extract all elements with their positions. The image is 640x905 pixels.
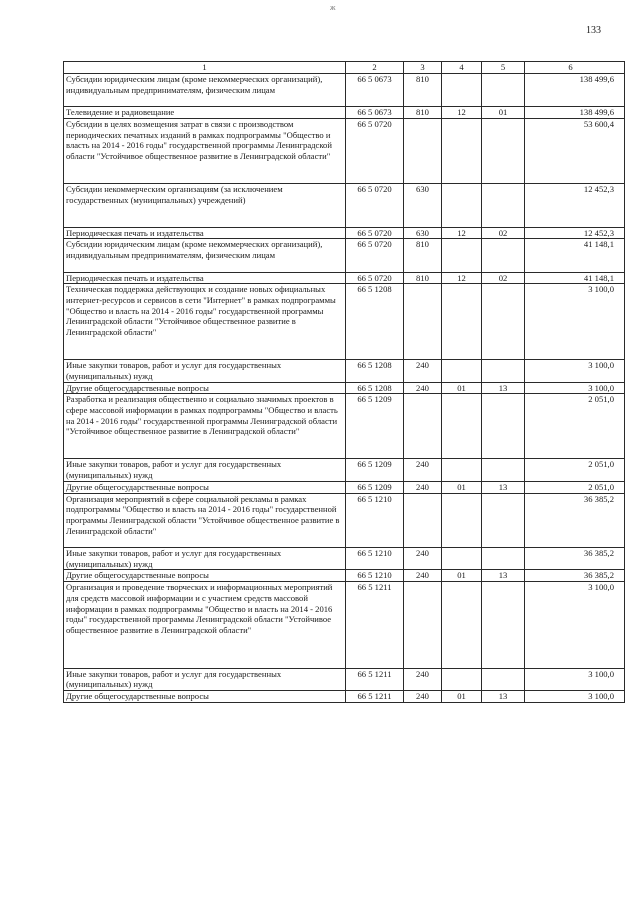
row-section-cell: 01: [442, 570, 482, 582]
table-header: [64, 62, 625, 74]
table-row: [64, 548, 625, 570]
row-section-cell: 01: [442, 382, 482, 394]
row-name-cell: Другие общегосударственные вопросы: [64, 691, 346, 703]
row-code-cell: 66 5 0720: [346, 118, 404, 183]
page-number: 133: [586, 25, 601, 36]
row-name-cell: Субсидии юридическим лицам (кроме некоммерческих организаций), индивидуальным предпринимателям, физическим лицам: [64, 74, 346, 107]
row-name-cell: Субсидии юридическим лицам (кроме некоммерческих организаций), индивидуальным предпринимателям, физическим лицам: [64, 239, 346, 272]
row-name-cell: Организация и проведение творческих и информационных мероприятий для средств массовой информации и с участием средств массовой информации в рамках подпрограммы "Общество и власть на 2014 - 2016 годы" государственной программы Ленинградской области "Устойчивое общественное развитие в Ленинградской области": [64, 582, 346, 669]
row-subsection-cell: 13: [482, 570, 525, 582]
row-amount-cell: 41 148,1: [525, 239, 625, 272]
table-row: [64, 107, 625, 119]
row-subsection-cell: 02: [482, 272, 525, 284]
row-subsection-cell: 13: [482, 691, 525, 703]
row-code-cell: 66 5 0720: [346, 183, 404, 227]
row-code-cell: 66 5 1209: [346, 459, 404, 481]
row-amount-cell: 36 385,2: [525, 570, 625, 582]
row-section-cell: 01: [442, 481, 482, 493]
table-row: [64, 570, 625, 582]
row-expense-type-cell: 630: [404, 183, 442, 227]
row-name-cell: Субсидии в целях возмещения затрат в связи с производством периодических печатных изданий в рамках подпрограммы "Общество и власть на 2014 - 2016 годы" государственной программы Ленинградской области "Устойчивое общественное развитие в Ленинградской области": [64, 118, 346, 183]
row-section-cell: [442, 548, 482, 570]
row-name-cell: Иные закупки товаров, работ и услуг для государственных (муниципальных) нужд: [64, 459, 346, 481]
row-name-cell: Другие общегосударственные вопросы: [64, 481, 346, 493]
row-code-cell: 66 5 1210: [346, 493, 404, 548]
table-row: [64, 382, 625, 394]
table-row: [64, 481, 625, 493]
row-expense-type-cell: [404, 284, 442, 360]
row-expense-type-cell: 810: [404, 107, 442, 119]
row-subsection-cell: [482, 668, 525, 690]
row-code-cell: 66 5 1211: [346, 691, 404, 703]
header-col-4: 4: [442, 62, 482, 74]
row-amount-cell: 41 148,1: [525, 272, 625, 284]
row-subsection-cell: [482, 459, 525, 481]
table-row: [64, 360, 625, 382]
row-code-cell: 66 5 0720: [346, 272, 404, 284]
row-section-cell: [442, 239, 482, 272]
header-col-6: 6: [525, 62, 625, 74]
row-code-cell: 66 5 0720: [346, 227, 404, 239]
row-expense-type-cell: 240: [404, 691, 442, 703]
row-expense-type-cell: 240: [404, 459, 442, 481]
row-code-cell: 66 5 1211: [346, 582, 404, 669]
budget-table: [63, 61, 625, 703]
row-amount-cell: 3 100,0: [525, 691, 625, 703]
row-expense-type-cell: [404, 118, 442, 183]
row-subsection-cell: [482, 493, 525, 548]
table-row: [64, 493, 625, 548]
scan-mark: ж: [330, 3, 336, 12]
row-amount-cell: 36 385,2: [525, 493, 625, 548]
row-amount-cell: 12 452,3: [525, 183, 625, 227]
row-name-cell: Иные закупки товаров, работ и услуг для государственных (муниципальных) нужд: [64, 548, 346, 570]
row-code-cell: 66 5 1208: [346, 382, 404, 394]
row-code-cell: 66 5 0720: [346, 239, 404, 272]
row-amount-cell: 3 100,0: [525, 360, 625, 382]
row-section-cell: [442, 183, 482, 227]
row-expense-type-cell: 630: [404, 227, 442, 239]
row-subsection-cell: [482, 360, 525, 382]
table-row: [64, 118, 625, 183]
row-subsection-cell: [482, 284, 525, 360]
row-code-cell: 66 5 1210: [346, 570, 404, 582]
table-row: [64, 691, 625, 703]
row-code-cell: 66 5 1209: [346, 481, 404, 493]
header-row: [64, 62, 625, 74]
row-subsection-cell: [482, 239, 525, 272]
row-amount-cell: 2 051,0: [525, 481, 625, 493]
row-expense-type-cell: 240: [404, 570, 442, 582]
header-col-5: 5: [482, 62, 525, 74]
row-name-cell: Телевидение и радиовещание: [64, 107, 346, 119]
row-name-cell: Иные закупки товаров, работ и услуг для государственных (муниципальных) нужд: [64, 668, 346, 690]
row-expense-type-cell: 810: [404, 239, 442, 272]
row-subsection-cell: 02: [482, 227, 525, 239]
row-subsection-cell: [482, 582, 525, 669]
row-code-cell: 66 5 0673: [346, 74, 404, 107]
row-amount-cell: 138 499,6: [525, 107, 625, 119]
row-amount-cell: 36 385,2: [525, 548, 625, 570]
row-name-cell: Периодическая печать и издательства: [64, 272, 346, 284]
table-row: [64, 183, 625, 227]
row-amount-cell: 3 100,0: [525, 382, 625, 394]
row-name-cell: Другие общегосударственные вопросы: [64, 570, 346, 582]
table-row: [64, 668, 625, 690]
row-code-cell: 66 5 1210: [346, 548, 404, 570]
row-expense-type-cell: 240: [404, 481, 442, 493]
row-expense-type-cell: [404, 582, 442, 669]
table-row: [64, 394, 625, 459]
row-expense-type-cell: 240: [404, 360, 442, 382]
row-name-cell: Иные закупки товаров, работ и услуг для государственных (муниципальных) нужд: [64, 360, 346, 382]
row-expense-type-cell: 240: [404, 382, 442, 394]
row-subsection-cell: [482, 394, 525, 459]
row-section-cell: [442, 118, 482, 183]
row-name-cell: Другие общегосударственные вопросы: [64, 382, 346, 394]
header-col-3: 3: [404, 62, 442, 74]
table-row: [64, 272, 625, 284]
row-subsection-cell: [482, 118, 525, 183]
table-row: [64, 74, 625, 107]
table-row: [64, 582, 625, 669]
row-amount-cell: 12 452,3: [525, 227, 625, 239]
row-name-cell: Техническая поддержка действующих и создание новых официальных интернет-ресурсов и сервисов в сети "Интернет" в рамках подпрограммы "Общество и власть на 2014 - 2016 годы" государственной программы Ленинградской области "Устойчивое общественное развитие в Ленинградской области": [64, 284, 346, 360]
row-amount-cell: 3 100,0: [525, 582, 625, 669]
table-body: [64, 74, 625, 703]
row-code-cell: 66 5 1209: [346, 394, 404, 459]
row-section-cell: [442, 493, 482, 548]
row-section-cell: [442, 360, 482, 382]
row-section-cell: [442, 582, 482, 669]
row-code-cell: 66 5 1211: [346, 668, 404, 690]
row-section-cell: [442, 74, 482, 107]
row-expense-type-cell: [404, 493, 442, 548]
row-name-cell: Периодическая печать и издательства: [64, 227, 346, 239]
table-row: [64, 284, 625, 360]
row-expense-type-cell: 810: [404, 272, 442, 284]
table-row: [64, 239, 625, 272]
row-subsection-cell: [482, 183, 525, 227]
row-name-cell: Организация мероприятий в сфере социальной рекламы в рамках подпрограммы "Общество и власть на 2014 - 2016 годы" государственной программы Ленинградской области "Устойчивое общественное развитие в Ленинградской области": [64, 493, 346, 548]
header-col-1: 1: [64, 62, 346, 74]
row-section-cell: 12: [442, 272, 482, 284]
row-subsection-cell: [482, 74, 525, 107]
row-section-cell: [442, 394, 482, 459]
header-col-2: 2: [346, 62, 404, 74]
row-expense-type-cell: 240: [404, 668, 442, 690]
table-row: [64, 459, 625, 481]
table-row: [64, 227, 625, 239]
row-section-cell: [442, 284, 482, 360]
row-section-cell: 12: [442, 227, 482, 239]
row-subsection-cell: 13: [482, 382, 525, 394]
row-expense-type-cell: 810: [404, 74, 442, 107]
row-subsection-cell: 13: [482, 481, 525, 493]
row-name-cell: Субсидии некоммерческим организациям (за исключением государственных (муниципальных) учреждений): [64, 183, 346, 227]
row-name-cell: Разработка и реализация общественно и социально значимых проектов в сфере массовой информации в рамках подпрограммы "Общество и власть на 2014 - 2016 годы" государственной программы Ленинградской области "Устойчивое общественное развитие в Ленинградской области": [64, 394, 346, 459]
row-expense-type-cell: [404, 394, 442, 459]
row-code-cell: 66 5 1208: [346, 284, 404, 360]
row-section-cell: [442, 668, 482, 690]
row-amount-cell: 3 100,0: [525, 668, 625, 690]
row-section-cell: [442, 459, 482, 481]
row-code-cell: 66 5 1208: [346, 360, 404, 382]
row-amount-cell: 2 051,0: [525, 459, 625, 481]
row-amount-cell: 2 051,0: [525, 394, 625, 459]
row-section-cell: 12: [442, 107, 482, 119]
row-amount-cell: 53 600,4: [525, 118, 625, 183]
row-subsection-cell: 01: [482, 107, 525, 119]
row-section-cell: 01: [442, 691, 482, 703]
row-amount-cell: 138 499,6: [525, 74, 625, 107]
row-subsection-cell: [482, 548, 525, 570]
row-code-cell: 66 5 0673: [346, 107, 404, 119]
row-amount-cell: 3 100,0: [525, 284, 625, 360]
row-expense-type-cell: 240: [404, 548, 442, 570]
